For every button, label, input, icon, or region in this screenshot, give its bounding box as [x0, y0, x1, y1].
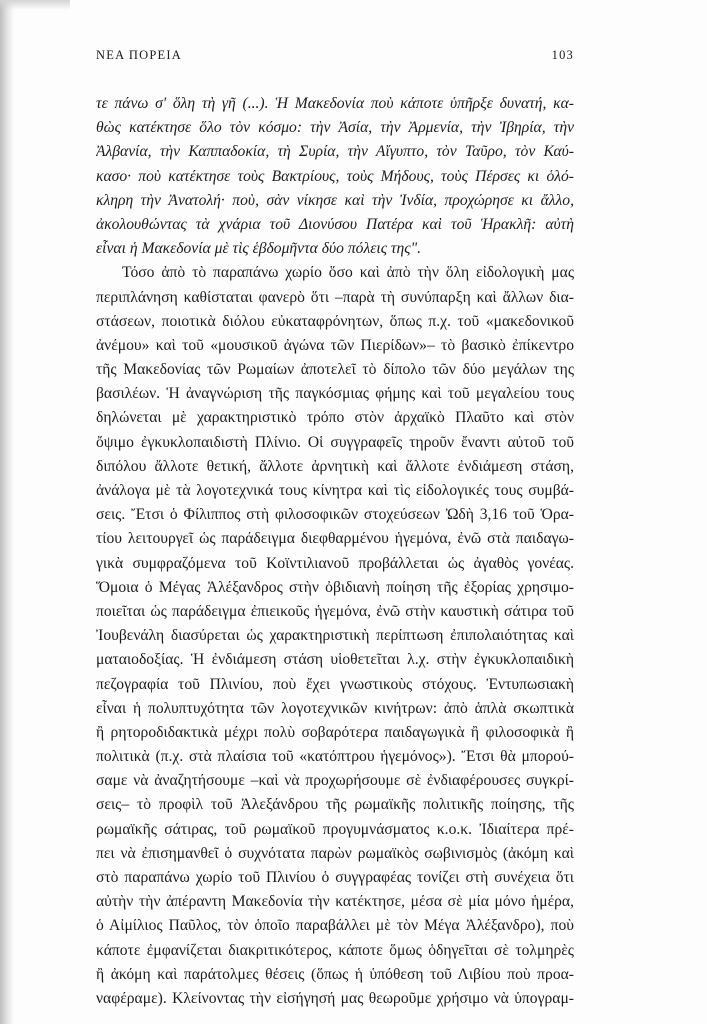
page-number: 103 — [551, 48, 574, 62]
body-line: ὄψιμο ἐγκυκλοπαιδιστὴ Πλίνιο. Οἱ συγγραφεῖς τηροῦν ἔναντι αὐτοῦ τοῦ — [96, 433, 574, 451]
quote-line: κασο· ποὺ κατέκτησε τοὺς Βακτρίους, τοὺς Μήδους, τοὺς Πέρσες κι ὁλό- — [96, 167, 574, 185]
body-line: ρωμαϊκῆς σάτιρας, τοῦ ρωμαϊκοῦ προγυμνάσματος κ.ο.κ. Ἰδιαίτερα πρέ- — [96, 820, 574, 838]
body-line: στάσεων, ποιοτικὰ διόλου εὐκαταφρόνητων, ὅπως π.χ. τοῦ «μακεδονικοῦ — [96, 312, 574, 330]
body-line: στὸ παραπάνω χωρίο τοῦ Πλινίου ὁ συγγραφέας τονίζει στὴ συνέχεια ὅτι — [96, 869, 574, 886]
body-line: σεις– τὸ προφὶλ τοῦ Ἀλεξάνδρου τῆς ρωμαϊκῆς πολιτικῆς ποίησης, τῆς — [96, 796, 574, 814]
quote-line: Ἀλβανία, τὴν Καππαδοκία, τὴ Συρία, τὴν Αἴγυπτο, τὸν Ταῦρο, τὸν Καύ- — [96, 143, 574, 161]
body-line: Ὅμοια ὁ Μέγας Ἀλέξανδρος στὴν ὀβιδιανὴ ποίηση τῆς ἐξορίας χρησιμο- — [96, 578, 574, 596]
body-line: Τόσο ἀπὸ τὸ παραπάνω χωρίο ὅσο καὶ ἀπὸ τὴν ὅλη εἰδολογικὴ μας — [122, 264, 574, 282]
text-block — [96, 92, 574, 1011]
body-line: ποιεῖται ὡς παράδειγμα ἐπιεικοῦς ἡγεμόνα, ἐνῶ στὴν καυστικὴ σάτιρα τοῦ — [96, 602, 574, 620]
body-line: ἢ ἀκόμη καὶ παράτολμες θέσεις (ὅπως ἡ ὑπόθεση τοῦ Λιβίου ποὺ προα- — [96, 965, 574, 983]
quote-line: θὼς κατέκτησε ὅλο τὸν κόσμο: τὴν Ἀσία, τὴν Ἀρμενία, τὴν Ἰβηρία, τὴν — [96, 119, 574, 137]
body-paragraph — [96, 261, 574, 1011]
running-head — [96, 48, 574, 68]
quote-line: κληρη τὴν Ἀνατολή· ποὺ, σὰν νίκησε καὶ τὴν Ἰνδία, προχώρησε κι ἄλλο, — [96, 191, 574, 209]
body-line: Ἰουβενάλη διασύρεται ὡς χαρακτηριστικὴ περίπτωση ἐπιπολαιότητας καὶ — [96, 627, 574, 645]
quotation — [96, 92, 574, 261]
quote-line: εἶναι ἡ Μακεδονία μὲ τὶς ἑβδομῆντα δύο πόλεις της". — [96, 240, 422, 258]
body-line: πολιτικὰ (π.χ. στὰ πλαίσια τοῦ «κατόπτρου ἡγεμόνος»). Ἔτσι θὰ μπορού- — [96, 748, 574, 766]
body-line: πεζογραφία τοῦ Πλινίου, ποὺ ἔχει γνωστικοὺς στόχους. Ἐντυπωσιακὴ — [96, 675, 574, 693]
body-line: εἶναι ἡ πολυπτυχότητα τῶν λογοτεχνικῶν κινήτρων: ἀπὸ ἁπλὰ σκωπτικὰ — [96, 699, 574, 717]
body-line: κάποτε ἐμφανίζεται διακριτικότερος, κάποτε ὅμως ὁδηγεῖται σὲ τολμηρὲς — [96, 941, 574, 959]
body-line: περιπλάνηση καθίσταται φανερὸ ὅτι –παρὰ τὴ συνύπαρξη καὶ ἄλλων δια- — [96, 288, 574, 306]
binding-shadow — [0, 0, 14, 1024]
body-line: δηλώνεται μὲ χαρακτηριστικὸ τρόπο στὸν ἀρχαϊκὸ Πλαῦτο καὶ στὸν — [96, 409, 574, 427]
body-line: σαμε νὰ ἀναζητήσουμε –καὶ νὰ προχωρήσουμε σὲ ἐνδιαφέρουσες συγκρί- — [96, 772, 574, 790]
body-line: ἀνάλογα μὲ τὰ λογοτεχνικά τους κίνητρα καὶ τὶς εἰδολογικές τους συμβά- — [96, 482, 574, 499]
body-line: ἢ ρητοροδιδακτικὰ μέχρι πολὺ σοβαρότερα παιδαγωγικὰ ἢ φιλοσοφικὰ ἢ — [96, 723, 574, 741]
quote-line: τε πάνω σ' ὅλη τὴ γῆ (...). Ἡ Μακεδονία ποὺ κάποτε ὑπῆρξε δυνατή, κα- — [96, 95, 574, 112]
body-line: τίου λειτουργεῖ ὡς παράδειγμα διεφθαρμένου ἡγεμόνα, ἐνῶ στὰ παιδαγω- — [96, 530, 574, 548]
body-line: γικὰ συμφραζόμενα τοῦ Κοϊντιλιανοῦ προβάλλεται ὡς ἀγαθὸς γονέας. — [96, 554, 574, 572]
corner-shadow — [0, 0, 70, 10]
body-line: ἀνέμου» καὶ τοῦ «μουσικοῦ ἀγώνα τῶν Πιερίδων»– τὸ βασικὸ ἐπίκεντρο — [96, 336, 574, 354]
body-line: αὐτὴν τὴν ἀπέραντη Μακεδονία τὴν κατέκτησε, μέσα σὲ μία μόνο ἡμέρα, — [96, 893, 574, 911]
body-line: ὁ Αἰμίλιος Παῦλος, τὸν ὁποῖο παραβάλλει μὲ τὸν Μέγα Ἀλέξανδρο), ποὺ — [96, 917, 574, 935]
body-line: πει νὰ ἐπισημανθεῖ ὁ συχνότατα παρὼν ρωμαϊκὸς σωβινισμὸς (ἀκόμη καὶ — [96, 844, 574, 862]
body-line: βασιλέων. Ἡ ἀναγνώριση τῆς παγκόσμιας φήμης καὶ τοῦ μεγαλείου τους — [96, 385, 574, 403]
quote-line: ἀκολουθώντας τὰ χνάρια τοῦ Διονύσου Πατέρα καὶ τοῦ Ἡρακλῆ: αὐτὴ — [96, 215, 574, 233]
body-line: διπόλου ἄλλοτε θετική, ἄλλοτε ἀρνητικὴ καὶ ἄλλοτε ἐνδιάμεση στάση, — [96, 457, 574, 475]
body-line: ναφέραμε). Κλείνοντας τὴν εἰσήγησή μας θεωροῦμε χρήσιμο νὰ ὑπογραμ- — [96, 989, 574, 1007]
body-line: ματαιοδοξίας. Ἡ ἐνδιάμεση στάση υἱοθετεῖται λ.χ. στὴν ἐγκυκλοπαιδικὴ — [96, 651, 574, 669]
body-line: σεις. Ἔτσι ὁ Φίλιππος στὴ φιλοσοφικῶν στοχεύσεων Ὠδὴ 3,16 τοῦ Ὁρα- — [96, 506, 574, 524]
body-line: τῆς Μακεδονίας τῶν Ρωμαίων ἀποτελεῖ τὸ δίπολο τῶν δύο μεγάλων της — [96, 361, 574, 379]
running-head-title: ΝΕΑ ΠΟΡΕΙΑ — [96, 48, 182, 62]
